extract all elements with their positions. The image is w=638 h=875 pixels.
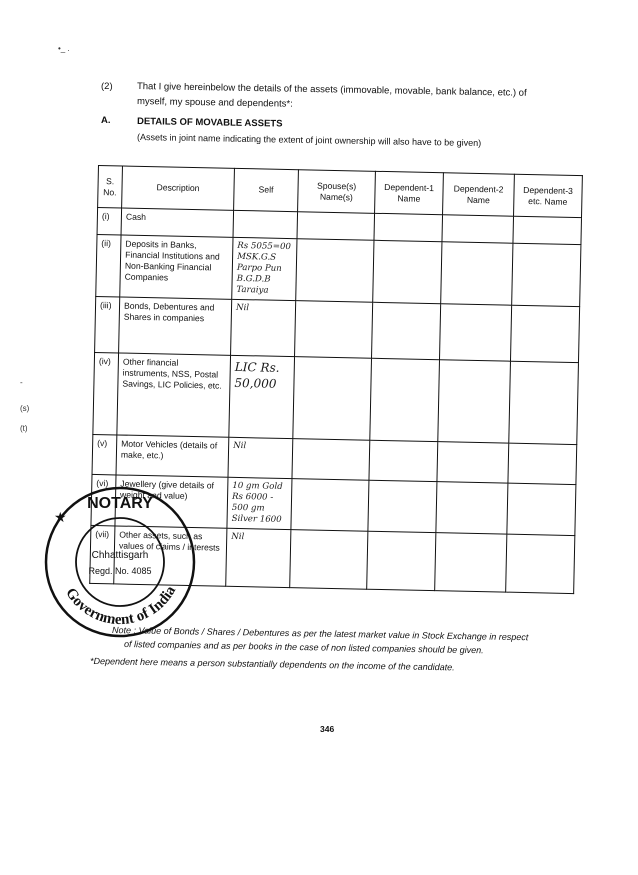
dependent-2-cell [437,442,509,483]
dependent-1-cell [368,480,437,532]
dependent-2-cell [435,533,507,592]
dependent-2-cell [439,304,511,361]
self-value: Nil [228,437,293,478]
dependent-1-cell [367,531,436,590]
row-description: Motor Vehicles (details of make, etc.) [116,435,229,477]
header-sno: S. No. [98,166,123,208]
dependent-1-cell [373,240,442,303]
stamp-inner-text: Regd. No. 4085 [88,566,152,576]
row-number: (iv) [93,352,119,434]
row-number: (iii) [95,296,120,352]
table-row [93,352,579,444]
dependent-1-cell [374,213,443,241]
self-value: Nil [226,528,291,587]
dependent-3-cell [508,443,577,484]
self-value: LIC Rs. 50,000 [229,355,295,438]
dependent-3-cell [512,243,581,306]
row-number: (vi) [91,474,116,525]
section-title: DETAILS OF MOVABLE ASSETS [136,116,283,130]
row-description: Other financial instruments, NSS, Postal Savings, LIC Policies, etc. [117,353,231,437]
row-description: Cash [121,208,234,237]
section-letter: A. [101,115,111,126]
row-number: (i) [97,208,122,235]
dependent-1-cell [372,302,441,359]
spouse-cell [291,479,369,532]
margin-mark: (s) [20,404,30,413]
dependent-3-cell [513,216,582,244]
row-description: Other assets, such as values of claims / interests [114,526,227,586]
stamp-arc-text: Government of India [62,583,180,629]
dependent-3-cell [507,483,576,535]
header-dependent-2: Dependent-2 Name [443,173,515,216]
dependent-3-cell [510,305,579,362]
star-icon: ★ [54,509,67,525]
paragraph-line-2: myself, my spouse and dependents*: [136,96,293,110]
row-description: Jewellery (give details of weight and value) [115,475,228,528]
margin-mark: (t) [20,424,28,433]
header-spouse: Spouse(s) Name(s) [298,170,376,214]
footnote-line-2: of listed companies and as per books in the case of non listed companies should be given. [123,639,484,656]
page-number: 346 [320,724,335,734]
dependent-1-cell [370,358,440,441]
margin-mark: - [20,378,23,387]
scan-speck: •_ . [58,44,70,53]
spouse-cell [296,239,374,303]
spouse-cell [290,530,368,590]
header-dependent-3: Dependent-3 etc. Name [514,174,583,217]
row-number: (ii) [96,234,121,296]
self-value: Nil [231,299,296,356]
footnote-line-1: Note : Value of Bonds / Shares / Debentures as per the latest market value in Stock Exchange in respect [111,625,529,643]
self-value [233,210,298,238]
footnote-dependent: *Dependent here means a person substantially dependents on the income of the candidate. [89,656,455,673]
row-description: Deposits in Banks, Financial Institutions and Non-Banking Financial Companies [120,235,233,299]
section-note: (Assets in joint name indicating the extent of joint ownership will also have to be given) [136,132,482,149]
stamp-inner-text: Chhattisgarh [91,550,149,561]
row-number: (vii) [90,525,115,583]
header-description: Description [122,166,235,210]
header-self: Self [234,168,299,211]
spouse-cell [295,301,373,359]
self-value: Rs 5055=00 MSK.G.S Parpo Pun B.G.D.B Taraiya [232,237,297,300]
dependent-2-cell [438,360,511,443]
spouse-cell [293,357,372,441]
dependent-2-cell [441,242,513,305]
table-row [96,234,581,306]
spouse-cell [292,439,370,481]
dependent-3-cell [509,361,579,444]
paragraph-number: (2) [101,81,113,92]
row-number: (v) [92,434,117,474]
dependent-2-cell [436,482,508,534]
movable-assets-table [89,165,583,594]
paragraph-line-1: That I give hereinbelow the details of the assets (immovable, movable, bank balance, etc.) of [136,81,527,99]
dependent-1-cell [369,440,438,481]
row-description: Bonds, Debentures and Shares in companies [119,297,232,355]
table-row [95,296,580,362]
dependent-3-cell [506,534,575,593]
header-dependent-1: Dependent-1 Name [375,171,444,214]
dependent-2-cell [442,215,514,243]
spouse-cell [297,212,375,241]
self-value: 10 gm Gold Rs 6000 - 500 gm Silver 1600 [227,477,292,529]
stamp-top-text: NOTARY [87,495,153,512]
table-row [90,525,575,593]
